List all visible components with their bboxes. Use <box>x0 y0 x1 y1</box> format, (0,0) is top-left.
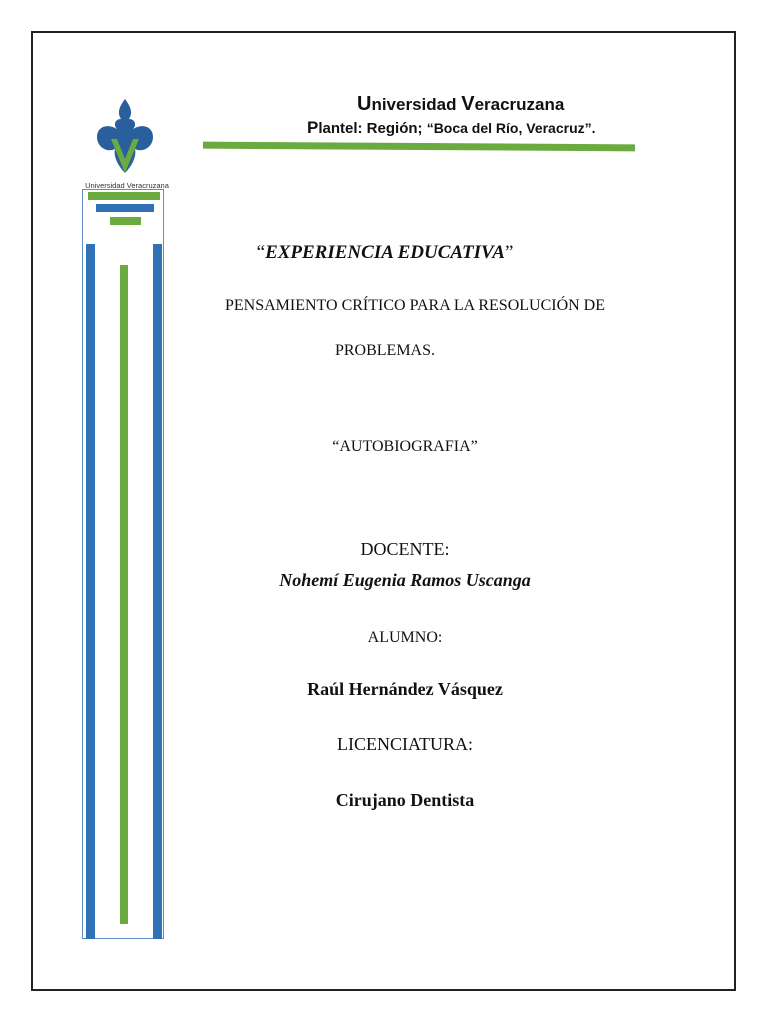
course-label: EXPERIENCIA EDUCATIVA <box>265 242 505 263</box>
assignment-title: “AUTOBIOGRAFIA” <box>332 438 478 455</box>
campus-initial: P <box>307 118 319 137</box>
flame-v-emblem-icon <box>77 97 177 193</box>
student-name: Raúl Hernández Vásquez <box>307 679 503 699</box>
close-quote: ” <box>504 242 514 263</box>
university-name-part: niversidad <box>371 95 462 114</box>
student-label: ALUMNO: <box>367 629 443 646</box>
sidebar-blue-stripe-left <box>86 244 95 939</box>
campus-label: lantel: Región; <box>318 120 427 137</box>
degree-label: LICENCIATURA: <box>337 734 473 754</box>
university-initial: U <box>357 93 372 115</box>
sidebar-green-bar-small <box>110 217 141 225</box>
sidebar-blue-bar-middle <box>96 204 154 212</box>
university-name-part-2: eracruzana <box>474 95 565 114</box>
university-logo <box>77 97 177 193</box>
campus-line <box>307 118 707 138</box>
university-name <box>357 93 717 116</box>
course-name-line1: PENSAMIENTO CRÍTICO PARA LA RESOLUCIÓN DE <box>224 297 606 314</box>
logo-caption: Universidad Veracruzana <box>85 181 169 190</box>
sidebar-green-stripe-center <box>120 265 128 924</box>
course-name-line2: PROBLEMAS. <box>334 342 436 359</box>
degree-name: Cirujano Dentista <box>335 790 475 810</box>
campus-region: “Boca del Río, Veracruz”. <box>426 120 596 136</box>
teacher-label: DOCENTE: <box>360 539 450 559</box>
teacher-name: Nohemí Eugenia Ramos Uscanga <box>279 570 531 590</box>
open-quote: “ <box>256 242 266 263</box>
course-heading <box>160 242 610 264</box>
university-initial-2: V <box>461 93 475 115</box>
sidebar-green-bar-top <box>88 192 160 200</box>
